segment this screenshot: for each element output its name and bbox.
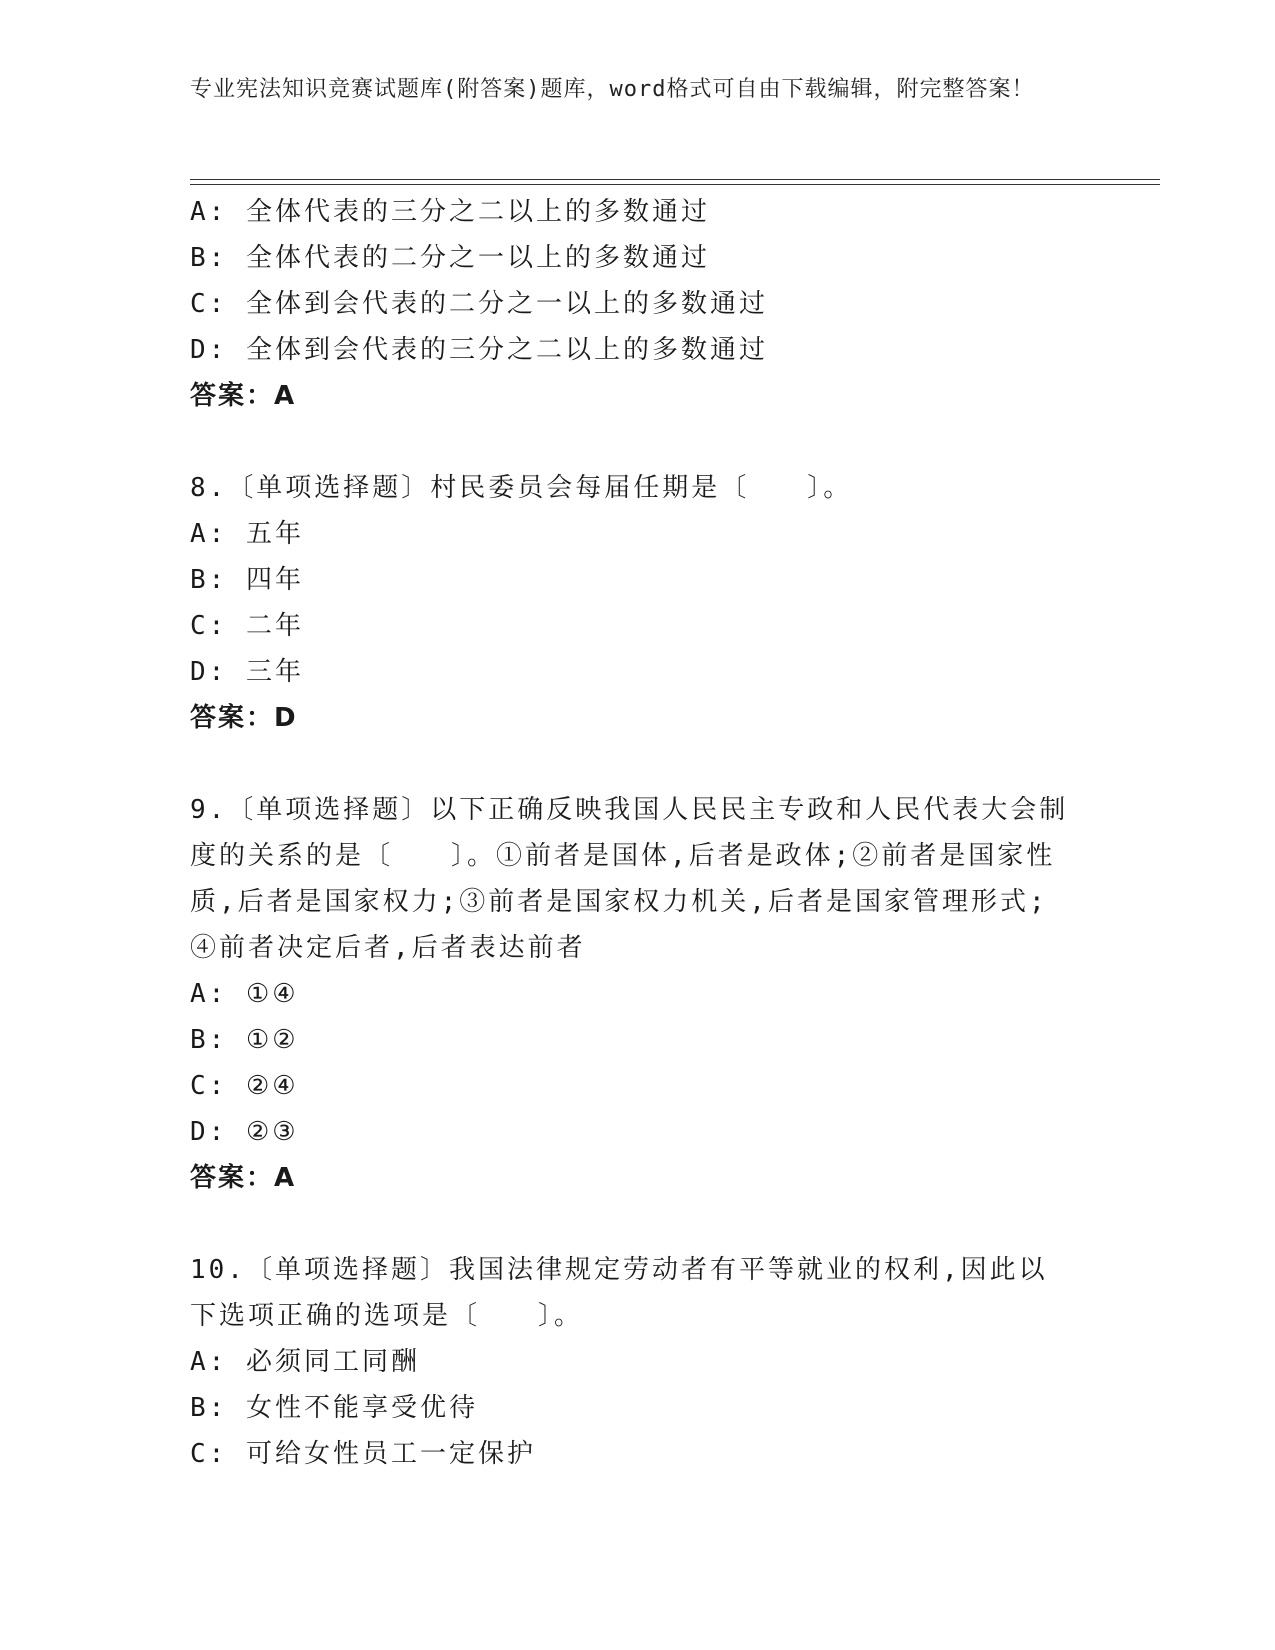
option-text: 全体代表的二分之一以上的多数通过 [245,243,710,273]
option-letter: C: [190,1071,228,1101]
option-c [190,1431,1090,1477]
option-c [190,281,1090,327]
answer-line: 答案：D [190,703,298,733]
question-content [190,189,1090,1477]
option-d [190,1109,1090,1155]
question-spacer [190,741,1090,787]
option-text: 必须同工同酬 [245,1347,420,1377]
option-b [190,235,1090,281]
option-d [190,327,1090,373]
option-letter: D: [190,657,228,687]
question-spacer [190,1201,1090,1247]
option-letter: D: [190,1117,228,1147]
document-header: 专业宪法知识竞赛试题库(附答案)题库，word格式可自由下载编辑，附完整答案！ [190,77,1035,102]
question-spacer [190,419,1090,465]
option-text: 全体到会代表的三分之二以上的多数通过 [245,335,768,365]
option-text: 二年 [245,611,304,641]
option-letter: C: [190,611,228,641]
option-letter: A: [190,1347,228,1377]
question-10 [190,1247,1090,1477]
question-8 [190,465,1090,741]
question-stem: 8.〔单项选择题〕村民委员会每届任期是〔 〕。 [190,473,853,503]
option-c [190,1063,1090,1109]
option-b [190,1017,1090,1063]
option-text: 全体代表的三分之二以上的多数通过 [245,197,710,227]
option-letter: B: [190,1025,228,1055]
option-text: 女性不能享受优待 [245,1393,478,1423]
option-letter: C: [190,289,228,319]
option-text: 三年 [245,657,304,687]
option-letter: A: [190,519,228,549]
question-9 [190,787,1090,1201]
option-letter: A: [190,197,228,227]
option-text: ②③ [245,1117,299,1147]
option-text: ①② [245,1025,299,1055]
option-letter: D: [190,335,228,365]
header-divider-top [190,179,1160,180]
option-b [190,557,1090,603]
option-a [190,1339,1090,1385]
option-text: 四年 [245,565,304,595]
question-stem: 9.〔单项选择题〕以下正确反映我国人民民主专政和人民代表大会制度的关系的是〔 〕。①前者是国体,后者是政体;②前者是国家性质,后者是国家权力;③前者是国家权力机关,后者是国家管理形式;④前者决定后者,后者表达前者 [190,795,1069,963]
option-text: ①④ [245,979,299,1009]
option-b [190,1385,1090,1431]
option-text: 可给女性员工一定保护 [245,1439,536,1469]
option-a [190,971,1090,1017]
option-a [190,189,1090,235]
option-d [190,649,1090,695]
option-a [190,511,1090,557]
option-text: ②④ [245,1071,299,1101]
answer-line: 答案：A [190,381,297,411]
option-letter: A: [190,979,228,1009]
answer-line: 答案：A [190,1163,297,1193]
option-text: 五年 [245,519,304,549]
question-stem: 10.〔单项选择题〕我国法律规定劳动者有平等就业的权利,因此以下选项正确的选项是〔 〕。 [190,1255,1048,1331]
header-divider-bottom [190,184,1160,185]
option-letter: B: [190,565,228,595]
option-letter: C: [190,1439,228,1469]
question-7-tail [190,189,1090,419]
option-c [190,603,1090,649]
option-letter: B: [190,243,228,273]
option-letter: B: [190,1393,228,1423]
option-text: 全体到会代表的二分之一以上的多数通过 [245,289,768,319]
